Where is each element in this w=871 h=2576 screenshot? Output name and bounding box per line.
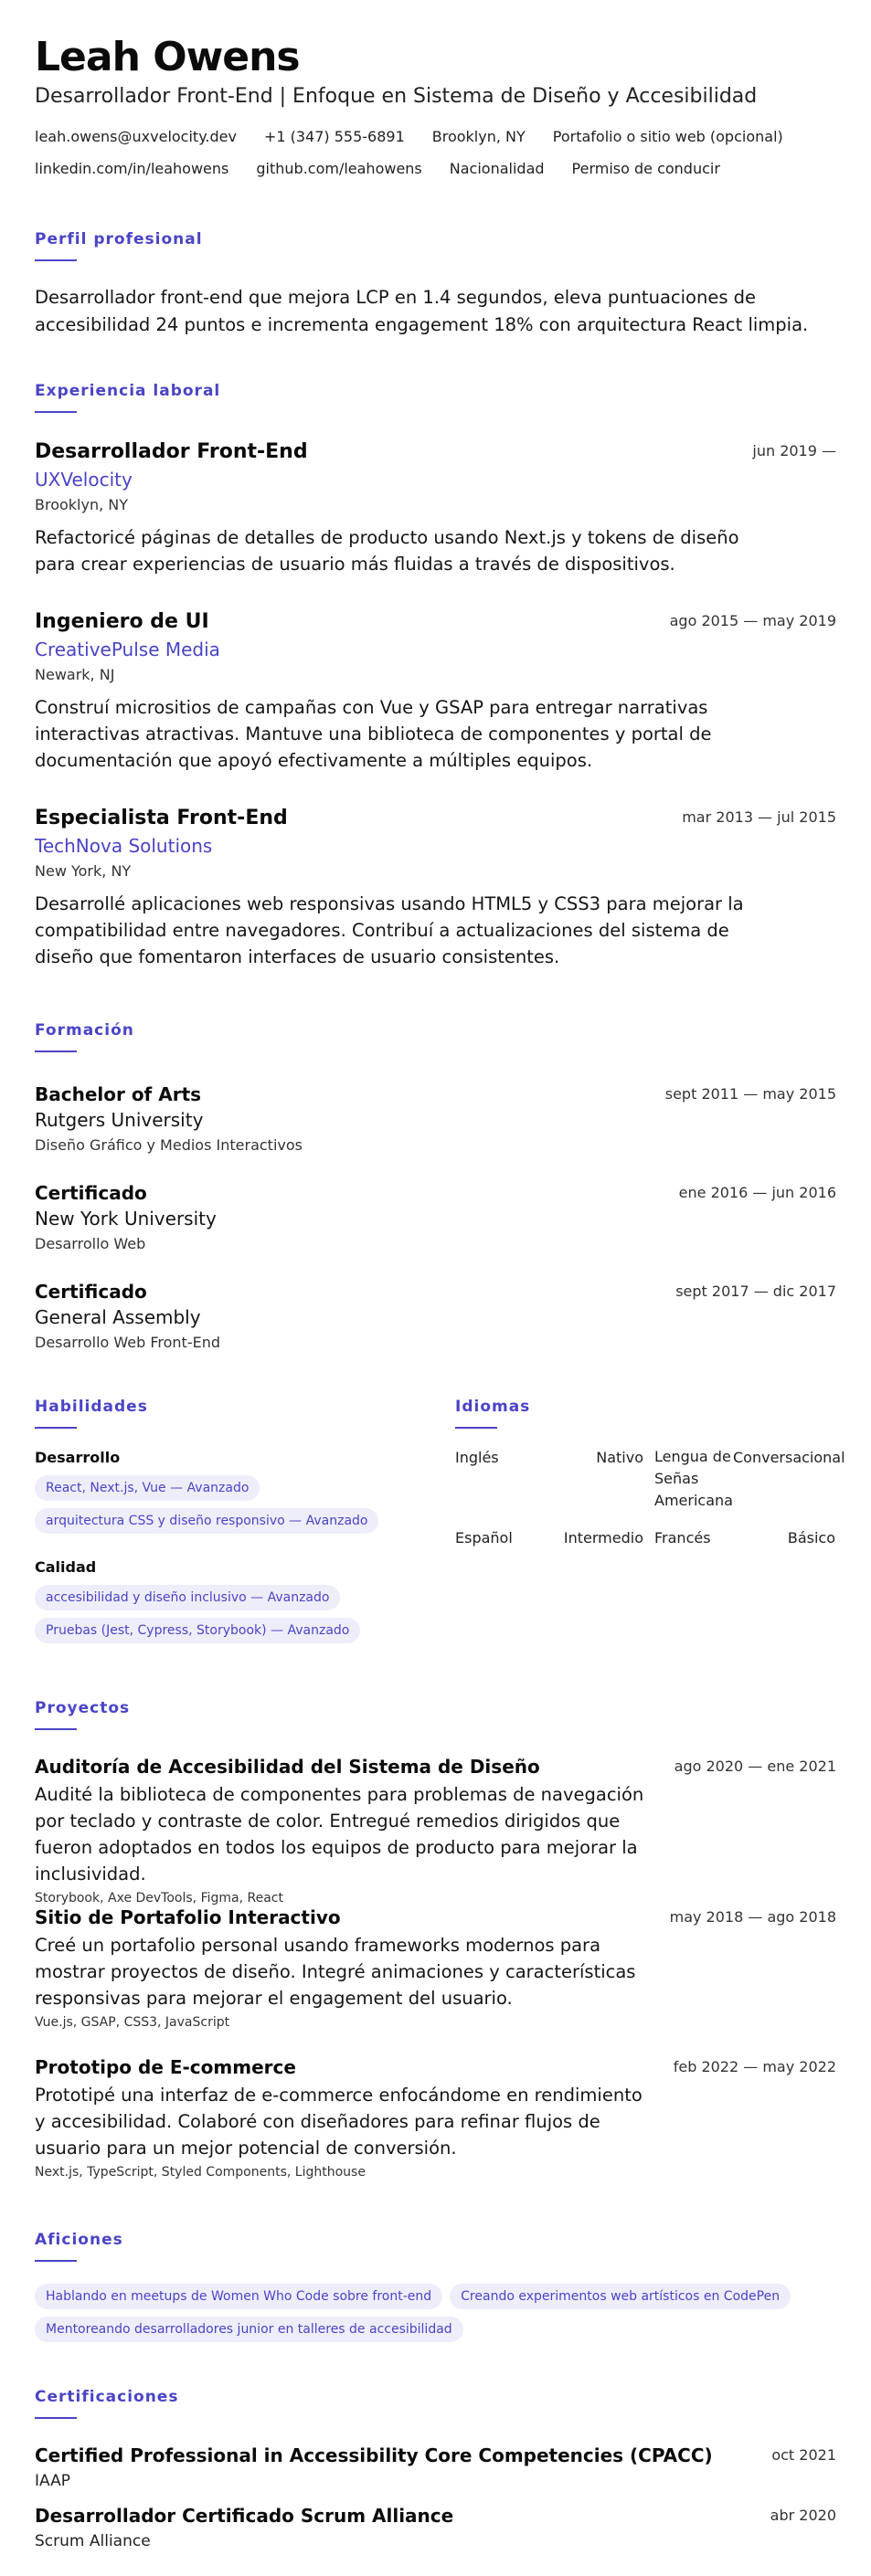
education-degree: Bachelor of Arts	[35, 1083, 202, 1105]
education-degree: Certificado	[35, 1182, 147, 1204]
section-title-languages: Idiomas	[455, 1398, 531, 1416]
language-name: Inglés	[455, 1449, 499, 1466]
job-location: Brooklyn, NY	[35, 496, 129, 513]
contact-github[interactable]: github.com/leahowens	[256, 159, 422, 177]
certification-entry	[35, 2444, 836, 2490]
skills-group-title: Desarrollo	[35, 1449, 121, 1466]
hobby-chip: Creando experimentos web artísticos en CodePen	[450, 2284, 791, 2309]
job-title: Ingeniero de UI	[35, 610, 209, 633]
hobby-chip: Hablando en meetups de Women Who Code sobre front-end	[35, 2284, 442, 2309]
language-name: Francés	[654, 1529, 711, 1547]
language-name: Lengua de Señas Americana	[654, 1448, 733, 1509]
language-name: Español	[455, 1529, 513, 1547]
certification-name: Desarrollador Certificado Scrum Alliance	[35, 2505, 454, 2527]
section-divider	[35, 411, 77, 413]
summary-section	[35, 230, 836, 339]
experience-section	[35, 382, 836, 976]
education-school: New York University	[35, 1208, 217, 1230]
job-company[interactable]: CreativePulse Media	[35, 639, 220, 660]
project-date: feb 2022 — may 2022	[673, 2058, 836, 2075]
education-school: Rutgers University	[35, 1109, 204, 1131]
section-title-summary: Perfil profesional	[35, 230, 203, 248]
education-date: sept 2011 — may 2015	[664, 1085, 836, 1103]
certifications-section	[35, 2388, 836, 2571]
job-entry	[35, 610, 836, 774]
certification-date: oct 2021	[771, 2446, 836, 2464]
project-date: ago 2020 — ene 2021	[674, 1758, 836, 1775]
education-date: ene 2016 — jun 2016	[678, 1184, 836, 1201]
job-title: Especialista Front-End	[35, 807, 288, 829]
section-title-skills: Habilidades	[35, 1398, 148, 1416]
language-level: Intermedio	[563, 1529, 643, 1547]
header	[35, 35, 836, 177]
job-date: jun 2019 —	[752, 442, 836, 459]
section-divider	[35, 1728, 77, 1730]
education-entry	[35, 1182, 836, 1252]
job-description: Desarrollé aplicaciones web responsivas usando HTML5 y CSS3 para mejorar la compatibilidad entre navegadores. Contribuí a actualizaciones del sistema de diseño que fomentaron interfaces de usuario consistentes.	[35, 893, 744, 967]
section-title-certifications: Certificaciones	[35, 2388, 179, 2406]
language-level: Básico	[787, 1529, 835, 1547]
education-field: Desarrollo Web	[35, 1235, 146, 1252]
headline: Desarrollador Front-End | Enfoque en Sistema de Diseño y Accesibilidad	[35, 84, 758, 108]
skills-group	[35, 1449, 386, 1534]
project-tech: Vue.js, GSAP, CSS3, JavaScript	[35, 2015, 230, 2030]
section-divider	[455, 1427, 497, 1429]
certification-entry	[35, 2505, 836, 2550]
job-entry	[35, 807, 836, 970]
certification-issuer: Scrum Alliance	[35, 2532, 151, 2550]
section-title-projects: Proyectos	[35, 1699, 131, 1717]
hobby-chip-row	[35, 2317, 836, 2342]
language-level: Nativo	[596, 1449, 643, 1466]
job-description: Refactoricé páginas de detalles de producto usando Next.js y tokens de diseño para crear experiencias de usuario más fluidas a través de dispositivos.	[35, 527, 739, 575]
education-school: General Assembly	[35, 1306, 201, 1328]
section-title-experience: Experiencia laboral	[35, 382, 221, 400]
section-title-education: Formación	[35, 1021, 134, 1040]
skill-chip: arquitectura CSS y diseño responsivo — Avanzado	[35, 1508, 378, 1534]
section-divider	[35, 1427, 77, 1429]
summary-text: Desarrollador front-end que mejora LCP en 1.4 segundos, eleva puntuaciones de accesibilidad 24 puntos e incrementa engagement 18% con arquitectura React limpia.	[35, 287, 809, 335]
project-description: Prototipé una interfaz de e-commerce enfocándome en rendimiento y accesibilidad. Colaboré con diseñadores para refinar flujos de usuario para un mejor potencial de conversión.	[35, 2085, 643, 2159]
contact-location: Brooklyn, NY	[431, 127, 526, 145]
project-description: Creé un portafolio personal usando frameworks modernos para mostrar proyectos de diseño. Integré animaciones y características responsivas para mejorar el engagement del usuario.	[35, 1935, 636, 2009]
hobby-chip: Mentoreando desarrolladores junior en talleres de accesibilidad	[35, 2317, 463, 2342]
project-date: may 2018 — ago 2018	[669, 1908, 836, 1926]
contact-row-secondary	[35, 160, 836, 177]
job-location: New York, NY	[35, 862, 132, 880]
job-date: mar 2013 — jul 2015	[682, 808, 836, 826]
education-entry	[35, 1281, 836, 1351]
contact-driving-license: Permiso de conducir	[571, 159, 720, 177]
job-company[interactable]: TechNova Solutions	[35, 835, 213, 857]
education-field: Diseño Gráfico y Medios Interactivos	[35, 1136, 303, 1154]
skill-chip: accesibilidad y diseño inclusivo — Avanzado	[35, 1585, 340, 1610]
contact-portfolio[interactable]: Portafolio o sitio web (opcional)	[552, 127, 783, 145]
certification-name: Certified Professional in Accessibility Core Competencies (CPACC)	[35, 2444, 713, 2466]
job-company[interactable]: UXVelocity	[35, 469, 133, 491]
job-location: Newark, NJ	[35, 666, 115, 683]
languages-section	[455, 1398, 845, 1580]
skills-group-title: Calidad	[35, 1558, 97, 1576]
job-entry	[35, 440, 836, 577]
certification-date: abr 2020	[770, 2507, 836, 2524]
education-degree: Certificado	[35, 1281, 147, 1303]
project-title: Auditoría de Accesibilidad del Sistema de Diseño	[35, 1756, 540, 1778]
skills-section	[35, 1398, 428, 1663]
project-tech: Next.js, TypeScript, Styled Components, Lighthouse	[35, 2165, 366, 2180]
section-divider	[35, 259, 77, 261]
project-tech: Storybook, Axe DevTools, Figma, React	[35, 1891, 283, 1906]
job-title: Desarrollador Front-End	[35, 440, 308, 463]
skills-group	[35, 1558, 367, 1643]
education-section	[35, 1021, 836, 1350]
project-title: Sitio de Portafolio Interactivo	[35, 1906, 341, 1928]
projects-section	[35, 1699, 836, 2211]
project-entry	[35, 1756, 836, 1906]
section-divider	[35, 2417, 77, 2419]
job-description: Construí micrositios de campañas con Vue y GSAP para entregar narrativas interactivas atractivas. Mantuve una biblioteca de componentes y portal de documentación que apoyó efectivamente a múltiples equipos.	[35, 697, 712, 771]
project-entry	[35, 2056, 836, 2180]
hobbies-section	[35, 2231, 836, 2359]
education-field: Desarrollo Web Front-End	[35, 1334, 220, 1351]
skill-chip: Pruebas (Jest, Cypress, Storybook) — Avanzado	[35, 1618, 360, 1643]
project-description: Audité la biblioteca de componentes para problemas de navegación por teclado y contraste de color. Entregué remedios dirigidos que fueron adoptados en todos los equipos de producto para mejorar la inclusividad.	[35, 1784, 644, 1884]
candidate-name: Leah Owens	[35, 34, 300, 80]
contact-email[interactable]: leah.owens@uxvelocity.dev	[35, 127, 237, 145]
section-divider	[35, 2260, 77, 2262]
contact-nationality: Nacionalidad	[449, 159, 545, 177]
project-title: Prototipo de E-commerce	[35, 2056, 296, 2078]
contact-row-primary	[35, 128, 836, 145]
section-title-hobbies: Aficiones	[35, 2231, 123, 2249]
contact-phone[interactable]: +1 (347) 555-6891	[263, 127, 405, 145]
education-date: sept 2017 — dic 2017	[675, 1283, 836, 1300]
skill-chip: React, Next.js, Vue — Avanzado	[35, 1475, 260, 1501]
languages-grid	[455, 1448, 845, 1577]
language-level: Conversacional	[733, 1449, 845, 1466]
section-divider	[35, 1050, 77, 1052]
project-entry	[35, 1906, 836, 2030]
education-entry	[35, 1083, 836, 1154]
contact-linkedin[interactable]: linkedin.com/in/leahowens	[35, 159, 229, 177]
job-date: ago 2015 — may 2019	[669, 612, 836, 629]
hobby-chip-row	[35, 2284, 836, 2309]
certification-issuer: IAAP	[35, 2472, 70, 2490]
